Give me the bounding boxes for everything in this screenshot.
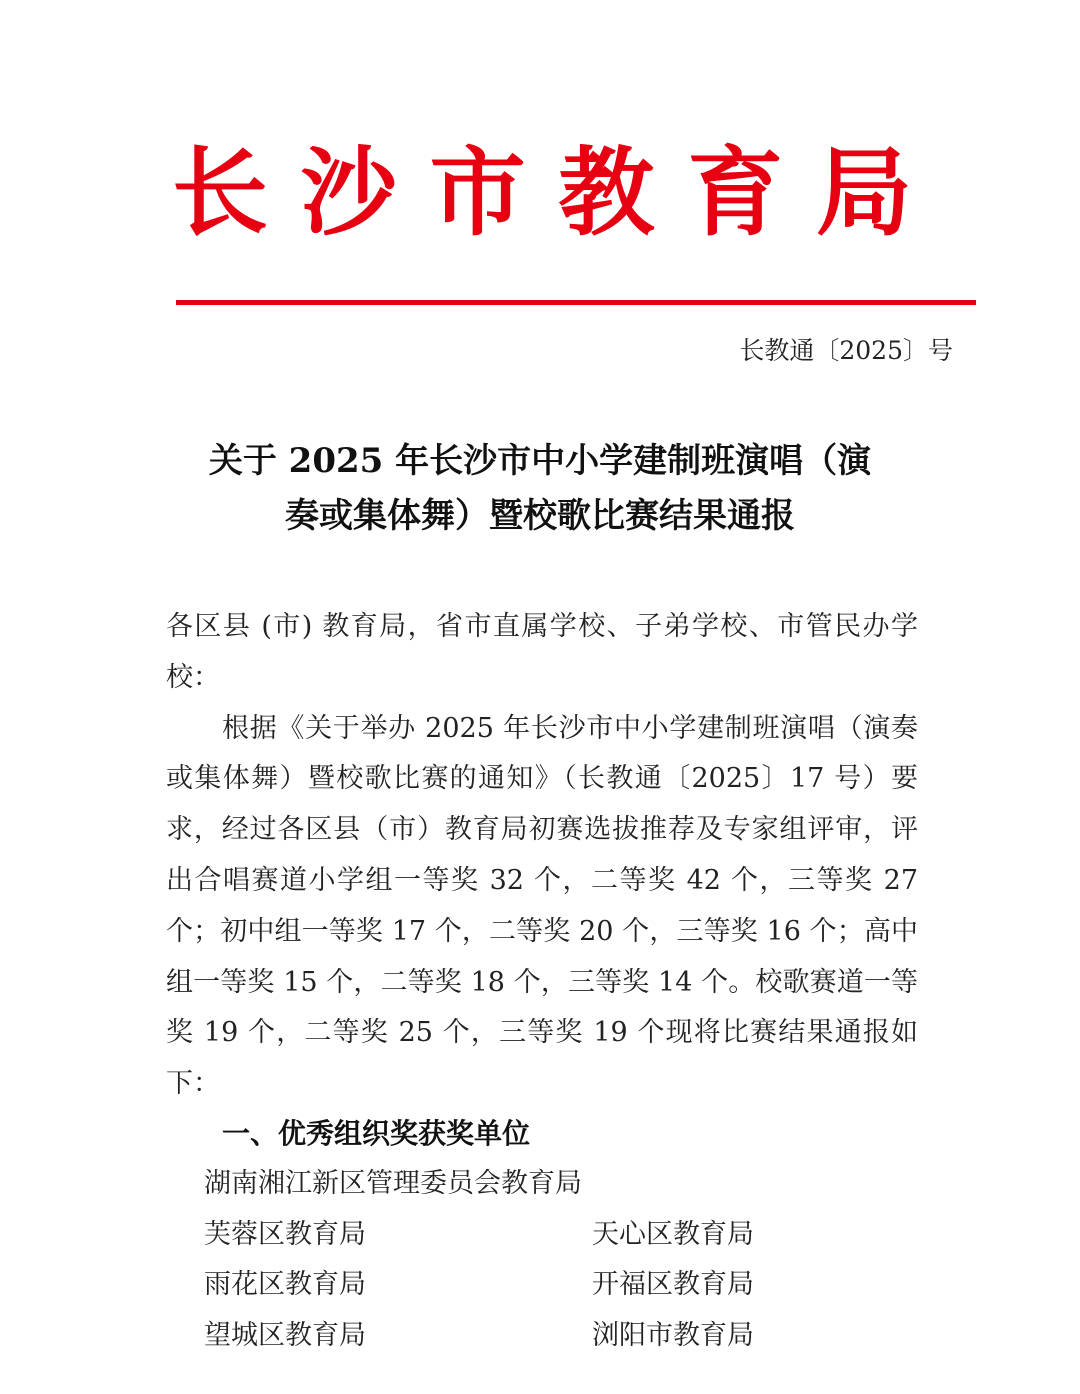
- header-char: 沙: [300, 136, 397, 249]
- unit-name: 天心区教育局: [592, 1218, 754, 1250]
- document-title-line-2: 奏或集体舞）暨校歌比赛结果通报: [285, 496, 795, 536]
- unit-row: [204, 1213, 904, 1264]
- unit-name: 浏阳市教育局: [592, 1319, 754, 1351]
- unit-name: 湖南湘江新区管理委员会教育局: [204, 1168, 582, 1199]
- unit-name: 芙蓉区教育局: [204, 1218, 366, 1250]
- document-number: 长教通〔2025〕号: [739, 336, 953, 365]
- unit-row: [204, 1162, 904, 1213]
- unit-name: 开福区教育局: [592, 1269, 754, 1300]
- document-body: [166, 602, 918, 1110]
- document-title: [150, 434, 930, 544]
- header-char: 局: [815, 136, 912, 249]
- body-paragraph: 根据《关于举办 2025 年长沙市中小学建制班演唱（演奏或集体舞）暨校歌比赛的通知》（长教通〔2025〕17 号）要求，经过各区县（市）教育局初赛选拔推荐及专家组评审，评出合唱赛道小学组一等奖 32 个，二等奖 42 个，三等奖 27 个；初中组一等奖 17 个，二等奖 20 个，三等奖 16 个；高中组一等奖 15 个，二等奖 18 个，三等奖 14 个。校歌赛道一等奖 19 个，二等奖 25 个，三等奖 19 个现将比赛结果通报如下：: [166, 712, 918, 1100]
- unit-row: [204, 1263, 904, 1314]
- section-heading: 一、优秀组织奖获奖单位: [222, 1117, 531, 1150]
- award-unit-list: [204, 1162, 904, 1364]
- unit-name: 望城区教育局: [204, 1319, 366, 1351]
- red-divider-line: [176, 300, 976, 305]
- addressee-line: 各区县 (市) 教育局，省市直属学校、子弟学校、市管民办学校：: [166, 611, 918, 693]
- agency-header-title: [172, 138, 912, 248]
- header-char: 教: [558, 136, 655, 249]
- header-char: 市: [429, 136, 526, 249]
- header-char: 长: [172, 136, 268, 249]
- document-title-line-1: 关于 2025 年长沙市中小学建制班演唱（演: [208, 441, 872, 481]
- unit-name: 雨花区教育局: [204, 1269, 366, 1300]
- unit-row: [204, 1314, 904, 1365]
- header-char: 育: [687, 136, 784, 249]
